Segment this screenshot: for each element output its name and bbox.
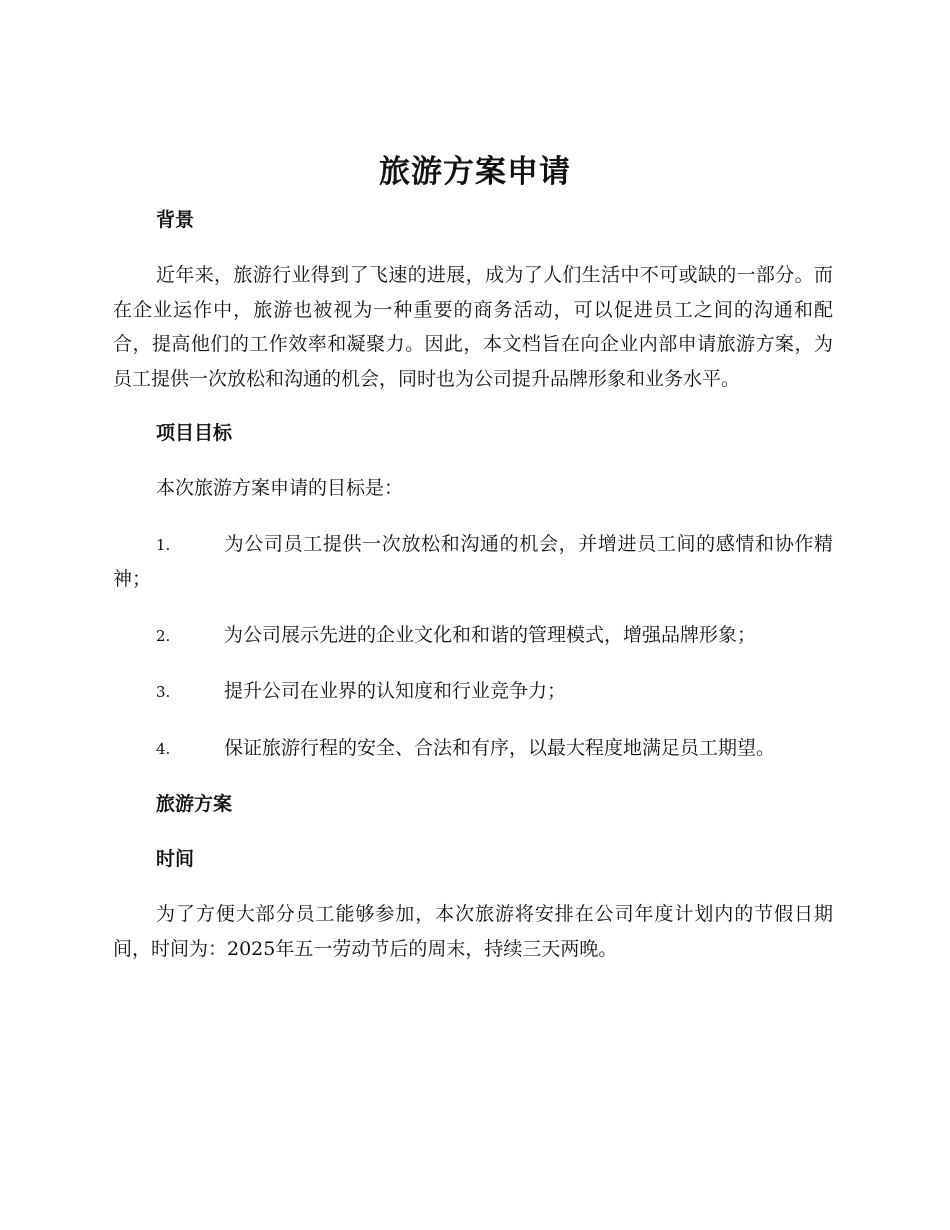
list-number: 2.: [156, 626, 171, 645]
goal-list-item: [113, 674, 833, 710]
spacer: [113, 710, 833, 731]
list-number: 4.: [156, 739, 171, 758]
document-body: [113, 203, 833, 966]
section-heading-background: 背景: [156, 209, 195, 231]
goals-intro: 本次旅游方案申请的目标是：: [156, 477, 404, 499]
spacer: [113, 766, 833, 787]
spacer: [113, 876, 833, 897]
document-title: 旅游方案申请: [379, 154, 571, 190]
background-paragraph: 近年来，旅游行业得到了飞速的进展，成为了人们生活中不可或缺的一部分。而在企业运作中，旅游也被视为一种重要的商务活动，可以促进员工之间的沟通和配合，提高他们的工作效率和凝聚力。因此，本文档旨在向企业内部申请旅游方案，为员工提供一次放松和沟通的机会，同时也为公司提升品牌形象和业务水平。: [113, 264, 833, 390]
list-item-text: 提升公司在业界的认知度和行业竞争力；: [224, 680, 567, 702]
list-item-text: 保证旅游行程的安全、合法和有序，以最大程度地满足员工期望。: [224, 736, 776, 759]
list-number: 1.: [156, 535, 171, 554]
spacer: [113, 653, 833, 674]
list-number: 3.: [156, 683, 171, 701]
list-item-text: 为公司展示先进的企业文化和和谐的管理模式，增强品牌形象；: [224, 623, 757, 646]
section-heading-goals: 项目目标: [156, 422, 233, 444]
section-heading-time: 时间: [156, 848, 195, 870]
goal-list-item: [113, 527, 833, 597]
goal-list-item: [113, 618, 833, 654]
spacer: [113, 450, 833, 471]
list-item-text: 为公司员工提供一次放松和沟通的机会，并增进员工间的感情和协作精神；: [113, 532, 833, 590]
goal-list-item: [113, 731, 833, 767]
section-heading-plan: 旅游方案: [156, 793, 233, 815]
spacer: [113, 506, 833, 527]
spacer: [113, 597, 833, 618]
spacer: [113, 821, 833, 842]
spacer: [113, 237, 833, 258]
spacer: [113, 396, 833, 416]
time-paragraph: 为了方便大部分员工能够参加，本次旅游将安排在公司年度计划内的节假日期间，时间为：2025年五一劳动节后的周末，持续三天两晚。: [113, 903, 833, 960]
